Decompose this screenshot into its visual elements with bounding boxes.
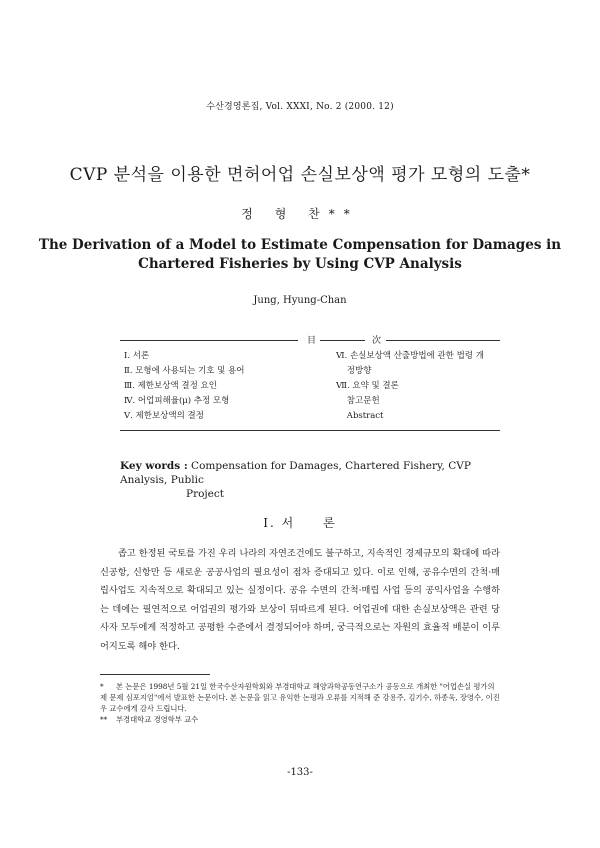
toc-label-left: 目 [307, 336, 317, 346]
korean-title: CVP 분석을 이용한 면허어업 손실보상액 평가 모형의 도출* [69, 165, 531, 185]
toc-item: Ⅶ. 요약 및 결론 [336, 381, 399, 391]
footnote-2-mark: ** [100, 715, 108, 724]
body-paragraph: 좁고 한정된 국토를 가진 우리 나라의 자연조건에도 불구하고, 지속적인 경제규모의 확대에 따라 신공항, 신항만 등 새로운 공공사업의 필요성이 점차 증대되고 있다. 이로 인해, 공유수면의 간척·매립사업도 지속적으로 확대되고 있는 실정이다. 공유 수면의 간척·매립 사업 등의 공익사업을 수행하는 데에는 필연적으로 어업권의 평가와 보상이 뒤따르게 된다. 어업권에 대한 손실보상액은 관련 당사자 모두에게 적정하고 공평한 수준에서 결정되어야 하며, 궁극적으로는 자원의 효율적 배분이 이루어지도록 해야 한다. [100, 548, 500, 652]
english-author: Jung, Hyung-Chan [253, 295, 347, 306]
keywords-line-1: Compensation for Damages, Chartered Fishery, CVP Analysis, Public [120, 460, 471, 486]
english-title-line-2: Chartered Fisheries by Using CVP Analysis [138, 256, 462, 272]
toc-label-right: 次 [372, 336, 382, 346]
toc-left-column [124, 349, 245, 424]
keywords [120, 459, 500, 501]
body-text [100, 545, 500, 656]
english-title-line-1: The Derivation of a Model to Estimate Compensation for Damages in [38, 237, 562, 253]
toc-item: Ⅳ. 어업피해율(μ) 추정 모형 [124, 396, 230, 406]
footnote-1 [100, 681, 500, 714]
toc-item: Ⅰ. 서론 [124, 351, 150, 361]
toc-rule-middle [320, 340, 365, 341]
footnote-1-text: 본 논문은 1998년 5월 21일 한국수산자원학회와 부경대학교 해양과학공동연구소가 공동으로 개최한 "어업손실 평가의 제 문제 심포지엄"에서 발표한 논문이다. 본 논문을 읽고 유익한 논평과 오류를 지적해 준 강용주, 김기수, 하종욱, 장영수, 이진우 교수에게 감사 드립니다. [100, 682, 500, 713]
english-title [0, 236, 600, 274]
footnote-1-mark: * [100, 682, 104, 691]
toc-right-column [336, 349, 484, 424]
toc-bottom-rule [120, 430, 500, 431]
toc-rule-right [386, 340, 500, 341]
toc-rule-left [120, 340, 298, 341]
toc-item: 정방향 [336, 366, 372, 376]
keywords-label: Key words : [120, 460, 188, 472]
toc-item: Ⅱ. 모형에 사용되는 기호 및 용어 [124, 366, 245, 376]
footnote-2 [100, 714, 500, 725]
toc-item: 참고문헌 [336, 396, 380, 406]
footnote-2-text: 부경대학교 경영학부 교수 [116, 715, 199, 724]
toc-item: Abstract [336, 411, 384, 421]
korean-author: 정 형 찬** [241, 207, 359, 221]
section-heading: Ⅰ. 서 론 [263, 516, 337, 530]
journal-header: 수산경영론집, Vol. XXXI, No. 2 (2000. 12) [206, 102, 394, 112]
toc-header [120, 336, 500, 345]
keywords-line-2: Project [186, 488, 224, 500]
toc-item: Ⅵ. 손실보상액 산출방법에 관한 법령 개 [336, 351, 484, 361]
page-number: -133- [287, 767, 313, 778]
footnote-rule [100, 674, 210, 675]
toc-item: Ⅲ. 제한보상액 결정 요인 [124, 381, 217, 391]
toc-item: Ⅴ. 제한보상액의 결정 [124, 411, 204, 421]
